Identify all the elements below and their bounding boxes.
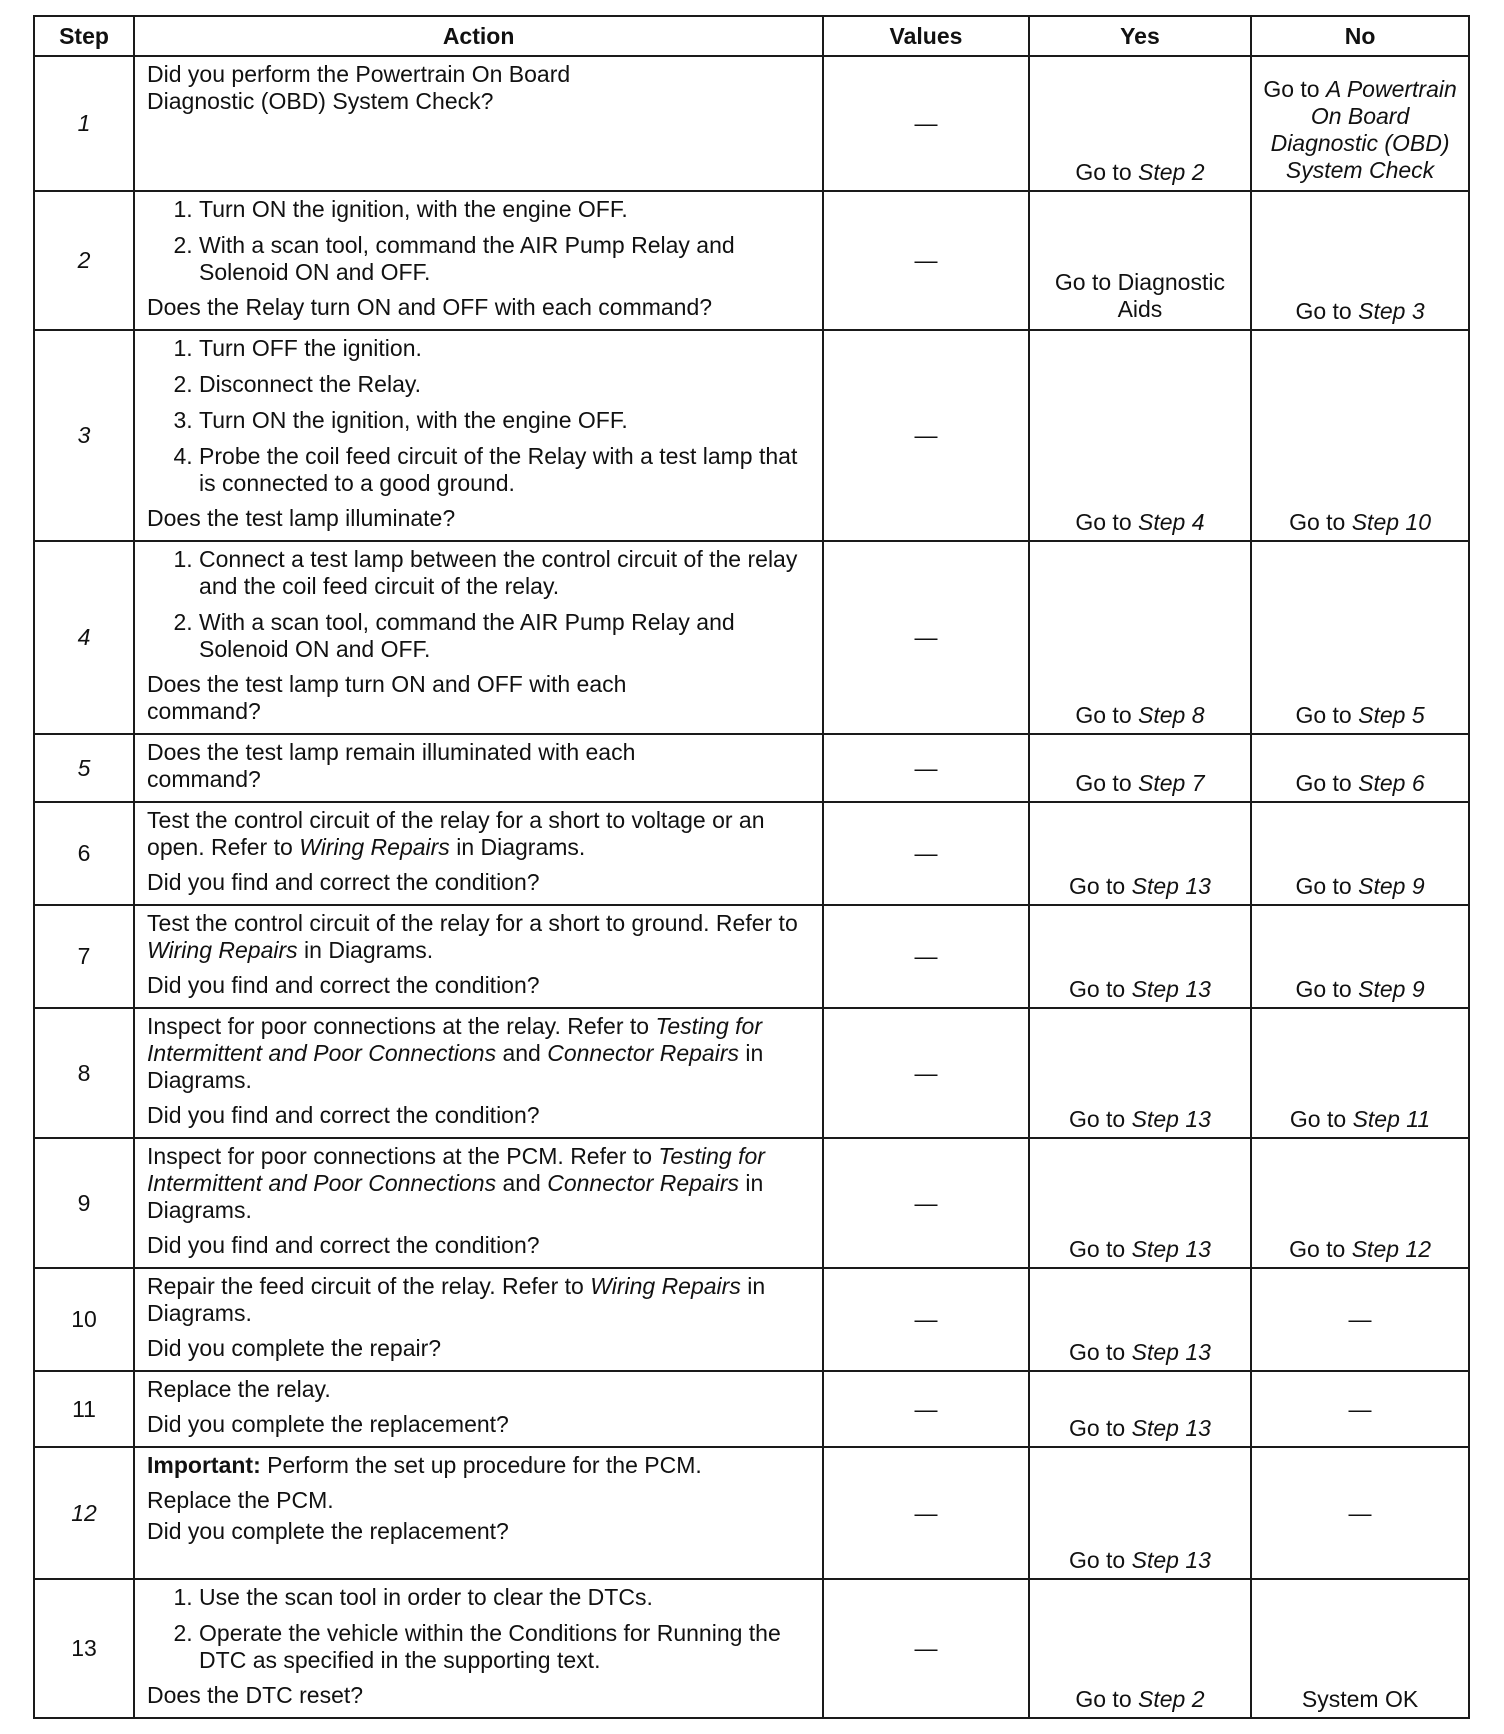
no-prefix: Go to bbox=[1289, 1106, 1347, 1132]
action-text: Does the test lamp remain illuminated with each command? bbox=[147, 739, 636, 792]
no-cell bbox=[1251, 1008, 1469, 1138]
action-cell bbox=[134, 734, 823, 802]
action-text-part: in Diagrams. bbox=[456, 834, 586, 860]
no-cell: — bbox=[1251, 1371, 1469, 1447]
action-cell bbox=[134, 330, 823, 541]
table-row bbox=[34, 330, 1469, 541]
list-item: 1. Connect a test lamp between the control circuit of the relay and the coil feed circuit of the relay. bbox=[199, 546, 810, 600]
yes-step-ref: Step 2 bbox=[1138, 159, 1205, 185]
action-text-part: in Diagrams. bbox=[147, 1040, 764, 1093]
yes-step-ref: Step 13 bbox=[1131, 1339, 1211, 1365]
diagnostic-table bbox=[33, 15, 1470, 1719]
step-number: 10 bbox=[34, 1268, 134, 1371]
yes-cell bbox=[1029, 734, 1251, 802]
action-text bbox=[147, 807, 810, 861]
table-row bbox=[34, 1579, 1469, 1718]
yes-step-ref: Step 13 bbox=[1131, 1106, 1211, 1132]
values-cell: — bbox=[823, 191, 1029, 330]
action-text-part: Inspect for poor connections at the relay. Refer to bbox=[147, 1013, 650, 1039]
yes-cell bbox=[1029, 330, 1251, 541]
yes-prefix: Go to bbox=[1068, 1547, 1126, 1573]
table-row bbox=[34, 802, 1469, 905]
yes-cell bbox=[1029, 56, 1251, 191]
action-text-part: in Diagrams. bbox=[304, 937, 434, 963]
step-number: 11 bbox=[34, 1371, 134, 1447]
no-cell bbox=[1251, 191, 1469, 330]
action-question: Did you complete the replacement? bbox=[147, 1518, 509, 1544]
yes-prefix: Go to bbox=[1068, 1236, 1126, 1262]
yes-prefix: Go to bbox=[1068, 976, 1126, 1002]
procedure-list bbox=[147, 1584, 810, 1674]
yes-cell bbox=[1029, 1579, 1251, 1718]
values-cell: — bbox=[823, 541, 1029, 734]
values-cell: — bbox=[823, 1371, 1029, 1447]
yes-step-ref: Step 8 bbox=[1138, 702, 1205, 728]
action-question: Did you find and correct the condition? bbox=[147, 1102, 540, 1128]
no-step-ref: Step 3 bbox=[1358, 298, 1425, 324]
step-number: 12 bbox=[34, 1447, 134, 1579]
values-cell: — bbox=[823, 1447, 1029, 1579]
action-cell bbox=[134, 1268, 823, 1371]
table-row bbox=[34, 1138, 1469, 1268]
action-cell bbox=[134, 1447, 823, 1579]
action-cell bbox=[134, 1138, 823, 1268]
yes-prefix: Go to bbox=[1075, 159, 1132, 185]
step-number: 5 bbox=[34, 734, 134, 802]
no-prefix: Go to bbox=[1295, 770, 1352, 796]
reference-link: Testing for Intermittent and Poor Connections bbox=[147, 1013, 762, 1066]
no-cell bbox=[1251, 56, 1469, 191]
no-cell bbox=[1251, 541, 1469, 734]
list-item: 3. Turn ON the ignition, with the engine OFF. bbox=[199, 407, 810, 434]
no-prefix: Go to bbox=[1263, 76, 1320, 102]
header-values: Values bbox=[823, 16, 1029, 56]
action-cell bbox=[134, 905, 823, 1008]
no-step-ref: Step 9 bbox=[1358, 976, 1425, 1002]
yes-cell bbox=[1029, 541, 1251, 734]
values-cell: — bbox=[823, 1579, 1029, 1718]
no-cell bbox=[1251, 905, 1469, 1008]
yes-step-ref: Step 13 bbox=[1131, 1415, 1211, 1441]
no-step-ref: Step 12 bbox=[1351, 1236, 1432, 1262]
yes-cell: Go to Diagnostic Aids bbox=[1029, 191, 1251, 330]
reference-link: Testing for Intermittent and Poor Connections bbox=[147, 1143, 765, 1196]
no-step-ref: Step 10 bbox=[1351, 509, 1432, 535]
action-text-part: and bbox=[502, 1170, 541, 1196]
yes-step-ref: Step 13 bbox=[1131, 1547, 1211, 1573]
action-text bbox=[147, 1013, 810, 1094]
action-text-part: in Diagrams. bbox=[147, 1273, 766, 1326]
yes-step-ref: Step 13 bbox=[1131, 873, 1211, 899]
action-text bbox=[147, 910, 810, 964]
action-question: Did you complete the repair? bbox=[147, 1335, 442, 1361]
no-prefix: Go to bbox=[1289, 1236, 1346, 1262]
no-prefix: Go to bbox=[1295, 873, 1352, 899]
list-item: 2. Operate the vehicle within the Conditions for Running the DTC as specified in the supporting text. bbox=[199, 1620, 810, 1674]
list-item: 1. Turn OFF the ignition. bbox=[199, 335, 810, 362]
action-question: Does the DTC reset? bbox=[147, 1682, 364, 1708]
no-cell: — bbox=[1251, 1447, 1469, 1579]
reference-link: Wiring Repairs bbox=[590, 1273, 741, 1299]
list-item: 1. Turn ON the ignition, with the engine OFF. bbox=[199, 196, 810, 223]
no-ref: A Powertrain On Board Diagnostic (OBD) System Check bbox=[1270, 76, 1457, 183]
action-text: Replace the relay. bbox=[147, 1376, 331, 1402]
yes-cell bbox=[1029, 905, 1251, 1008]
table-row bbox=[34, 1447, 1469, 1579]
step-number: 9 bbox=[34, 1138, 134, 1268]
table-row bbox=[34, 541, 1469, 734]
action-question: Did you find and correct the condition? bbox=[147, 972, 540, 998]
values-cell: — bbox=[823, 330, 1029, 541]
no-cell: System OK bbox=[1251, 1579, 1469, 1718]
action-text bbox=[147, 1273, 810, 1327]
reference-link: Connector Repairs bbox=[547, 1040, 739, 1066]
no-step-ref: Step 5 bbox=[1358, 702, 1425, 728]
no-prefix: Go to bbox=[1295, 702, 1352, 728]
action-cell bbox=[134, 802, 823, 905]
no-cell bbox=[1251, 802, 1469, 905]
header-yes: Yes bbox=[1029, 16, 1251, 56]
yes-prefix: Go to bbox=[1075, 770, 1132, 796]
values-cell: — bbox=[823, 56, 1029, 191]
action-question: Did you complete the replacement? bbox=[147, 1411, 509, 1437]
procedure-list bbox=[147, 546, 810, 663]
yes-prefix: Go to bbox=[1075, 702, 1132, 728]
step-number: 1 bbox=[34, 56, 134, 191]
yes-prefix: Go to bbox=[1068, 873, 1126, 899]
yes-prefix: Go to bbox=[1068, 1106, 1126, 1132]
header-action: Action bbox=[134, 16, 823, 56]
yes-cell bbox=[1029, 1447, 1251, 1579]
reference-link: Connector Repairs bbox=[547, 1170, 739, 1196]
action-text: Did you perform the Powertrain On Board Diagnostic (OBD) System Check? bbox=[147, 61, 571, 114]
no-step-ref: Step 9 bbox=[1358, 873, 1425, 899]
list-item: 1. Use the scan tool in order to clear the DTCs. bbox=[199, 1584, 810, 1611]
list-item: 2. With a scan tool, command the AIR Pump Relay and Solenoid ON and OFF. bbox=[199, 609, 810, 663]
yes-prefix: Go to bbox=[1068, 1339, 1126, 1365]
list-item: 4. Probe the coil feed circuit of the Relay with a test lamp that is connected to a good ground. bbox=[199, 443, 810, 497]
yes-cell bbox=[1029, 802, 1251, 905]
action-cell bbox=[134, 56, 823, 191]
no-cell bbox=[1251, 734, 1469, 802]
yes-step-ref: Step 2 bbox=[1138, 1686, 1205, 1712]
action-question: Did you find and correct the condition? bbox=[147, 869, 540, 895]
action-text bbox=[147, 1143, 810, 1224]
no-cell: — bbox=[1251, 1268, 1469, 1371]
header-row bbox=[34, 16, 1469, 56]
important-text: Perform the set up procedure for the PCM. bbox=[267, 1452, 702, 1478]
table-row bbox=[34, 56, 1469, 191]
step-number: 3 bbox=[34, 330, 134, 541]
table-row bbox=[34, 734, 1469, 802]
yes-step-ref: Step 7 bbox=[1138, 770, 1205, 796]
yes-step-ref: Step 4 bbox=[1138, 509, 1205, 535]
action-text-part: Inspect for poor connections at the PCM. Refer to bbox=[147, 1143, 653, 1169]
yes-cell bbox=[1029, 1008, 1251, 1138]
step-number: 6 bbox=[34, 802, 134, 905]
action-cell bbox=[134, 1579, 823, 1718]
action-cell bbox=[134, 1371, 823, 1447]
action-question: Does the test lamp illuminate? bbox=[147, 505, 456, 531]
action-cell bbox=[134, 541, 823, 734]
action-cell bbox=[134, 1008, 823, 1138]
reference-link: Wiring Repairs bbox=[299, 834, 450, 860]
procedure-list bbox=[147, 335, 810, 497]
no-prefix: Go to bbox=[1289, 509, 1346, 535]
yes-prefix: Go to bbox=[1068, 1415, 1126, 1441]
values-cell: — bbox=[823, 1268, 1029, 1371]
values-cell: — bbox=[823, 1008, 1029, 1138]
yes-step-ref: Step 13 bbox=[1131, 976, 1211, 1002]
action-text-part: and bbox=[502, 1040, 541, 1066]
step-number: 4 bbox=[34, 541, 134, 734]
header-no: No bbox=[1251, 16, 1469, 56]
table-row bbox=[34, 1268, 1469, 1371]
action-cell bbox=[134, 191, 823, 330]
action-text-part: Repair the feed circuit of the relay. Refer to bbox=[147, 1273, 584, 1299]
reference-link: Wiring Repairs bbox=[147, 937, 298, 963]
table-row bbox=[34, 191, 1469, 330]
step-number: 8 bbox=[34, 1008, 134, 1138]
action-question: Did you find and correct the condition? bbox=[147, 1232, 540, 1258]
action-text-part: in Diagrams. bbox=[147, 1170, 764, 1223]
list-item: 2. With a scan tool, command the AIR Pump Relay and Solenoid ON and OFF. bbox=[199, 232, 810, 286]
action-question: Does the Relay turn ON and OFF with each command? bbox=[147, 294, 713, 320]
action-text-part: Test the control circuit of the relay for a short to ground. Refer to bbox=[147, 910, 798, 936]
no-cell bbox=[1251, 1138, 1469, 1268]
list-item: 2. Disconnect the Relay. bbox=[199, 371, 810, 398]
yes-cell bbox=[1029, 1371, 1251, 1447]
values-cell: — bbox=[823, 734, 1029, 802]
header-step: Step bbox=[34, 16, 134, 56]
action-text-part: Test the control circuit of the relay for a short to voltage or an open. Refer to bbox=[147, 807, 765, 860]
table-row bbox=[34, 905, 1469, 1008]
no-step-ref: Step 11 bbox=[1352, 1106, 1431, 1132]
no-prefix: Go to bbox=[1295, 976, 1352, 1002]
diagnostic-table-container bbox=[33, 15, 1470, 1719]
table-row bbox=[34, 1008, 1469, 1138]
step-number: 2 bbox=[34, 191, 134, 330]
yes-cell bbox=[1029, 1268, 1251, 1371]
yes-step-ref: Step 13 bbox=[1131, 1236, 1211, 1262]
action-text: Replace the PCM. bbox=[147, 1487, 334, 1513]
step-number: 13 bbox=[34, 1579, 134, 1718]
no-prefix: Go to bbox=[1295, 298, 1352, 324]
important-note bbox=[147, 1452, 810, 1479]
values-cell: — bbox=[823, 905, 1029, 1008]
yes-prefix: Go to bbox=[1075, 509, 1132, 535]
yes-cell bbox=[1029, 1138, 1251, 1268]
important-label: Important: bbox=[147, 1452, 261, 1478]
step-number: 7 bbox=[34, 905, 134, 1008]
table-row bbox=[34, 1371, 1469, 1447]
no-step-ref: Step 6 bbox=[1358, 770, 1425, 796]
no-cell bbox=[1251, 330, 1469, 541]
yes-prefix: Go to bbox=[1075, 1686, 1132, 1712]
values-cell: — bbox=[823, 802, 1029, 905]
procedure-list bbox=[147, 196, 810, 286]
values-cell: — bbox=[823, 1138, 1029, 1268]
action-question: Does the test lamp turn ON and OFF with each command? bbox=[147, 671, 627, 724]
